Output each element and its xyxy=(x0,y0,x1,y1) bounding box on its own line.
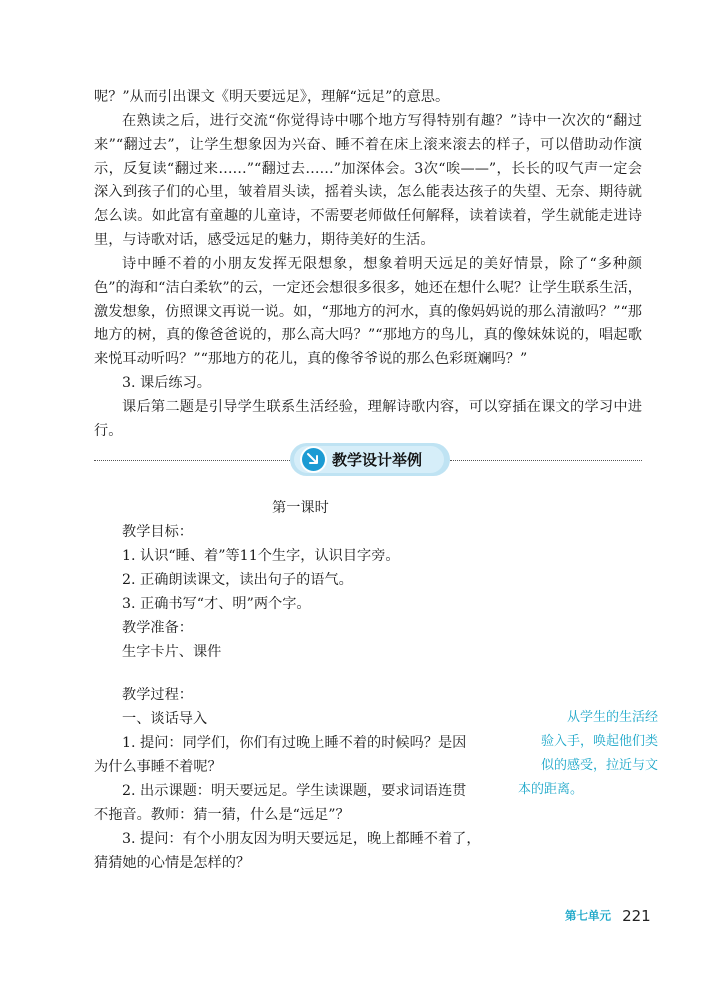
section-banner-inner xyxy=(294,446,444,473)
period-title: 第一课时 xyxy=(272,500,329,516)
margin-note-line: 本的距离。 xyxy=(518,782,584,797)
question-line: 不拖音。教师：猜一猜，什么是“远足”？ xyxy=(94,807,350,823)
question-line: 3. 提问：有个小朋友因为明天要远足，晚上都睡不着了， xyxy=(122,831,481,847)
margin-note-line: 从学生的生活经 xyxy=(566,710,658,725)
margin-note-line: 似的感受，拉近与文 xyxy=(540,758,658,773)
paragraph-imagination: 诗中睡不着的小朋友发挥无限想象，想象着明天远足的美好情景，除了“多种颜色”的海和“洁白柔软”的云，一定还会想很多很多，她还在想什么呢？让学生联系生活，激发想象，仿照课文再说一说。如，“那地方的河水，真的像妈妈说的那么清澈吗？”“那地方的树，真的像爸爸说的，那么高大吗？”“那地方的鸟儿，真的像妹妹说的，唱起歌来悦耳动听吗？”“那地方的花儿，真的像爷爷说的那么色彩斑斓吗？” xyxy=(94,256,642,368)
section-banner-title: 教学设计举例 xyxy=(332,451,423,469)
margin-note-line: 验入手，唤起他们类 xyxy=(540,734,658,749)
goal-item: 2. 正确朗读课文，读出句子的语气。 xyxy=(122,572,353,588)
paragraph-exercise-detail: 课后第二题是引导学生联系生活经验，理解诗歌内容，可以穿插在课文的学习中进行。 xyxy=(94,399,642,439)
goal-item: 3. 正确书写“才、明”两个字。 xyxy=(122,596,311,612)
goal-item: 1. 认识“睡、着”等11个生字，认识目字旁。 xyxy=(122,548,400,564)
paragraph-exercise-heading: 3. 课后练习。 xyxy=(122,375,211,391)
goals-label: 教学目标： xyxy=(122,524,193,540)
margin-note xyxy=(512,706,658,802)
page-footer xyxy=(565,905,651,925)
step-title: 一、谈话导入 xyxy=(122,711,208,727)
prep-value: 生字卡片、课件 xyxy=(122,644,222,660)
section-banner xyxy=(290,443,450,476)
paragraph-intro-end: 呢？”从而引出课文《明天要远足》，理解“远足”的意思。 xyxy=(94,89,450,105)
section-divider-right xyxy=(450,460,642,461)
paragraph-reading-exchange: 在熟读之后，进行交流“你觉得诗中哪个地方写得特别有趣？”诗中一次次的“翻过来”“翻过去”，让学生想象因为兴奋、睡不着在床上滚来滚去的样子，可以借助动作演示，反复读“翻过来……”“翻过去……”加深体会。3次“唉——”，长长的叹气声一定会深入到孩子们的心里，皱着眉头读，摇着头读，怎么能表达孩子的失望、无奈、期待就怎么读。如此富有童趣的儿童诗，不需要老师做任何解释，读着读着，学生就能走进诗里，与诗歌对话，感受远足的魅力，期待美好的生活。 xyxy=(94,113,642,248)
page-number: 221 xyxy=(622,906,651,925)
check-arrow-icon xyxy=(302,448,325,471)
question-line: 1. 提问：同学们，你们有过晚上睡不着的时候吗？是因 xyxy=(122,735,467,751)
process-label: 教学过程： xyxy=(122,687,193,703)
unit-label: 第七单元 xyxy=(565,908,611,923)
question-line: 2. 出示课题：明天要远足。学生读课题，要求词语连贯 xyxy=(122,783,467,799)
prep-label: 教学准备： xyxy=(122,620,193,636)
question-line: 为什么事睡不着呢？ xyxy=(94,759,222,775)
question-line: 猜猜她的心情是怎样的？ xyxy=(94,855,251,871)
section-divider-left xyxy=(94,460,290,461)
